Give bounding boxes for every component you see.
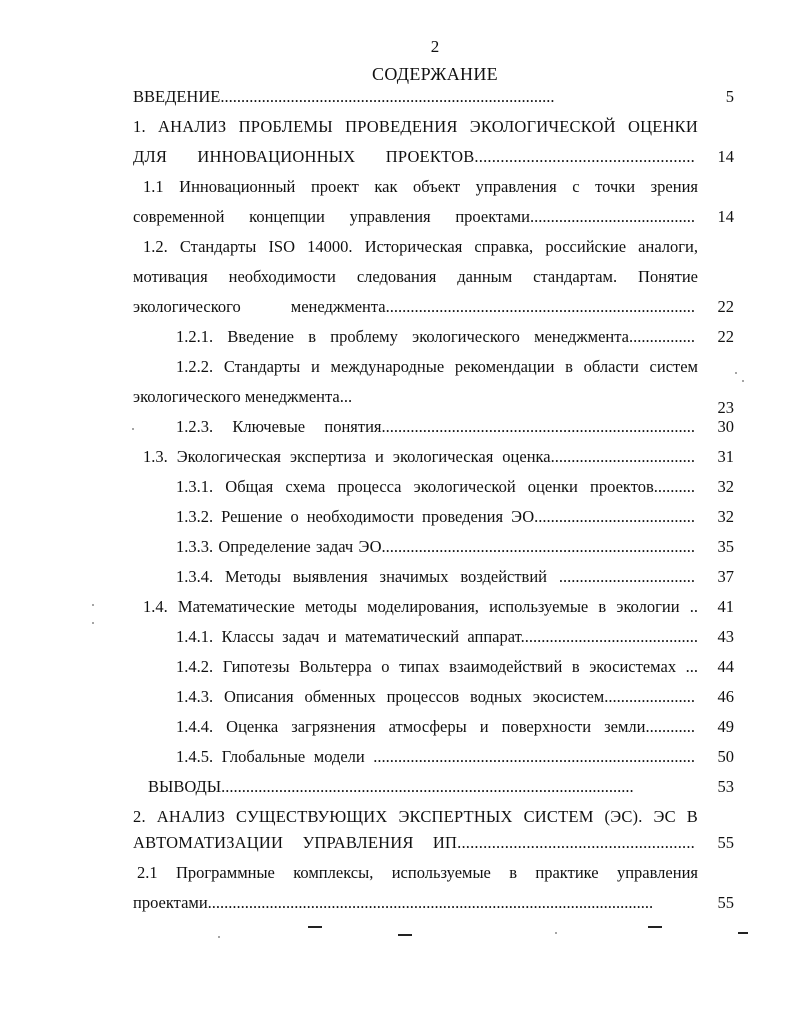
toc-page-number: 5 — [725, 87, 734, 106]
toc-entry-1-4-1: 1.4.1. Классы задач и математический аппарат........................................... — [176, 627, 698, 646]
scan-speck — [92, 622, 94, 624]
toc-entry-1-3-4: 1.3.4. Методы выявления значимых воздействий ................................. — [176, 567, 695, 586]
toc-page-number: 14 — [717, 147, 734, 166]
toc-page-number: 22 — [717, 297, 734, 316]
toc-entry-2-1-cont: проектами............................................................................................................ — [133, 893, 654, 912]
scan-mark — [648, 926, 662, 928]
scan-speck — [92, 604, 94, 606]
toc-entry-1-1: 1.1 Инновационный проект как объект управления с точки зрения — [143, 177, 698, 196]
toc-entry-1-3-1: 1.3.1. Общая схема процесса экологической оценки проектов.......... — [176, 477, 695, 496]
toc-page-number: 37 — [717, 567, 734, 586]
scan-speck — [132, 428, 134, 430]
toc-entry-1-3-2: 1.3.2. Решение о необходимости проведения ЭО....................................... — [176, 507, 695, 526]
toc-page-number: 23 — [717, 398, 734, 417]
toc-page-number: 55 — [717, 833, 734, 852]
toc-page-number: 43 — [717, 627, 734, 646]
toc-entry-1-4: 1.4. Математические методы моделирования, используемые в экологии .. — [143, 597, 698, 616]
toc-page-number: 35 — [717, 537, 734, 556]
toc-entry-1-2-3: 1.2.3. Ключевые понятия............................................................................ — [176, 417, 695, 436]
toc-entry-1-2-cont: мотивация необходимости следования данным стандартам. Понятие — [133, 267, 698, 286]
toc-entry-introduction: ВВЕДЕНИЕ................................................................................. — [133, 87, 555, 106]
toc-entry-1-4-3: 1.4.3. Описания обменных процессов водных экосистем...................... — [176, 687, 695, 706]
toc-page-number: 32 — [717, 477, 734, 496]
toc-page-number: 46 — [717, 687, 734, 706]
toc-title: СОДЕРЖАНИЕ — [372, 64, 498, 84]
toc-entry-conclusions: ВЫВОДЫ.................................................................................................... — [148, 777, 634, 796]
scan-mark — [398, 934, 412, 936]
toc-entry-1-1-cont: современной концепции управления проектами........................................ — [133, 207, 695, 226]
toc-page-number: 50 — [717, 747, 734, 766]
toc-entry-1-2-cont: экологического менеджмента........................................................................... — [133, 297, 695, 316]
toc-page-number: 41 — [717, 597, 734, 616]
toc-entry-1-2-1: 1.2.1. Введение в проблему экологического менеджмента................ — [176, 327, 695, 346]
toc-entry-1-3: 1.3. Экологическая экспертиза и экологическая оценка................................... — [143, 447, 695, 466]
scan-speck — [218, 936, 220, 938]
toc-entry-1-2-2: 1.2.2. Стандарты и международные рекомендации в области систем — [176, 357, 698, 376]
toc-page-number: 44 — [717, 657, 734, 676]
toc-entry-chapter-2-cont: АВТОМАТИЗАЦИИ УПРАВЛЕНИЯ ИП....................................................... — [133, 833, 695, 852]
toc-entry-1-4-4: 1.4.4. Оценка загрязнения атмосферы и поверхности земли............ — [176, 717, 695, 736]
toc-entry-1-4-5: 1.4.5. Глобальные модели .............................................................................. — [176, 747, 695, 766]
toc-entry-chapter-2: 2. АНАЛИЗ СУЩЕСТВУЮЩИХ ЭКСПЕРТНЫХ СИСТЕМ (ЭС). ЭС В — [133, 807, 698, 826]
toc-entry-chapter-1: 1. АНАЛИЗ ПРОБЛЕМЫ ПРОВЕДЕНИЯ ЭКОЛОГИЧЕСКОЙ ОЦЕНКИ — [133, 117, 698, 136]
toc-entry-chapter-1-cont: ДЛЯ ИННОВАЦИОННЫХ ПРОЕКТОВ................................................... — [133, 147, 695, 166]
scan-speck — [555, 932, 557, 934]
toc-page-number: 32 — [717, 507, 734, 526]
toc-page-number: 31 — [717, 447, 734, 466]
toc-page-number: 22 — [717, 327, 734, 346]
toc-entry-2-1: 2.1 Программные комплексы, используемые в практике управления — [137, 863, 698, 882]
toc-page-number: 49 — [717, 717, 734, 736]
toc-page-number: 53 — [717, 777, 734, 796]
toc-page-number: 30 — [717, 417, 734, 436]
toc-entry-1-2: 1.2. Стандарты ISO 14000. Историческая справка, российские аналоги, — [143, 237, 698, 256]
toc-entry-1-4-2: 1.4.2. Гипотезы Вольтерра о типах взаимодействий в экосистемах ... — [176, 657, 698, 676]
scan-speck — [735, 372, 737, 374]
toc-entry-1-3-3: 1.3.3. Определение задач ЭО............................................................................ — [176, 537, 695, 556]
toc-page-number: 55 — [717, 893, 734, 912]
scan-speck — [742, 380, 744, 382]
page-number: 2 — [430, 37, 440, 56]
toc-page-number: 14 — [717, 207, 734, 226]
scan-mark — [308, 926, 322, 928]
scan-mark — [738, 932, 748, 934]
toc-entry-1-2-2-cont: экологического менеджмента... — [133, 387, 353, 406]
